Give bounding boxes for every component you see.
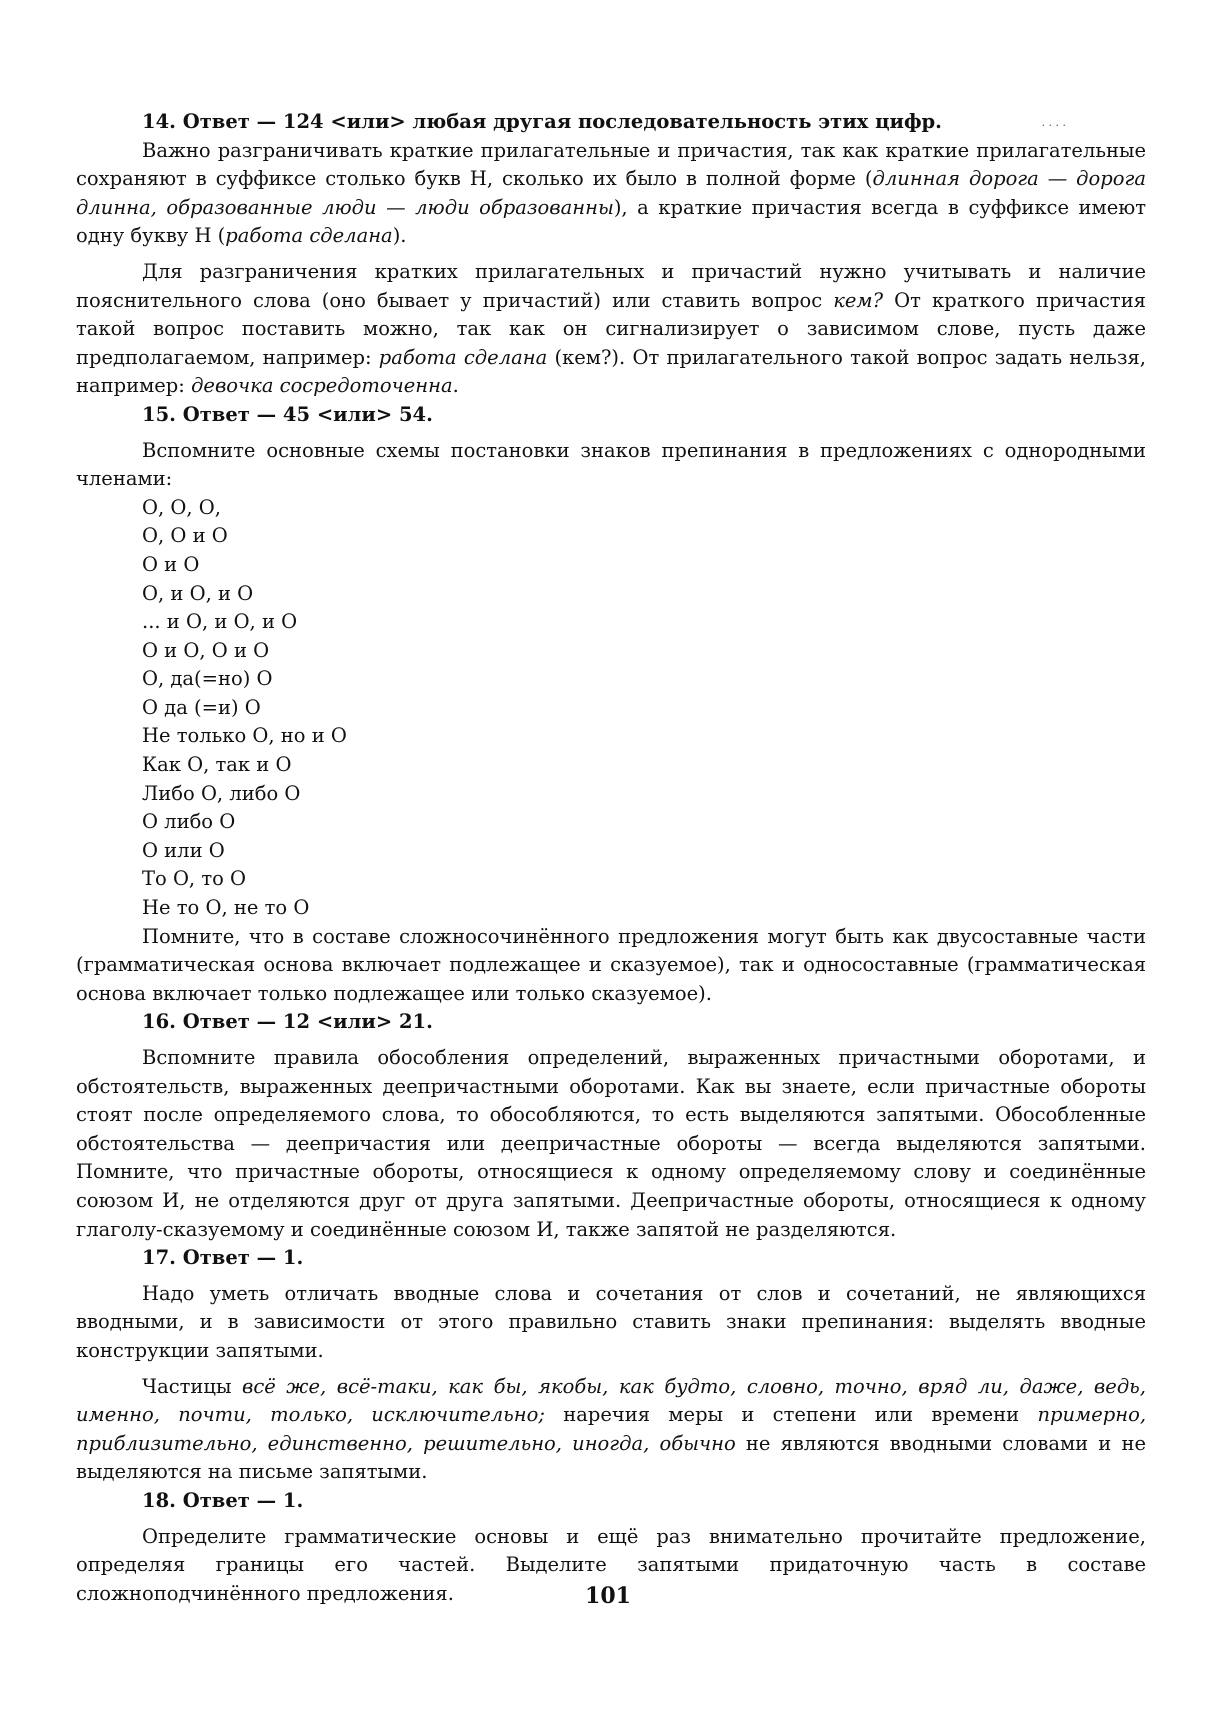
- scheme-item: ... и О, и О, и О: [142, 610, 298, 634]
- italic-example-text: девочка сосредоточенна: [191, 374, 453, 398]
- scheme-item: Либо О, либо О: [142, 781, 301, 805]
- answer-14-paragraph-2: [76, 258, 1146, 401]
- answer-18-heading: 18. Ответ — 1.: [142, 1488, 304, 1512]
- italic-example-text: работа сделана: [225, 224, 393, 248]
- answer-14-heading: 14. Ответ — 124 <или> любая другая последовательность этих цифр.: [142, 110, 942, 133]
- text-run: ), а краткие причастия всегда в суффиксе имеют одну букву Н (: [76, 195, 1146, 248]
- scheme-item: О либо О: [142, 810, 236, 834]
- text-run: От краткого причастия такой вопрос поставить можно, так как он сигнализирует о зависимом слове, пусть даже предполагаемом, например:: [76, 288, 1146, 369]
- scheme-item: Как О, так и О: [142, 753, 292, 777]
- italic-example-text: примерно, приблизительно, единственно, решительно, иногда, обычно: [76, 1403, 1147, 1455]
- page-number: 101: [585, 1583, 631, 1609]
- answer-17-paragraph-1: Надо уметь отличать вводные слова и сочетания от слов и сочетаний, не являющихся вводными, и в зависимости от этого правильно ставить знаки препинания: выделять вводные конструкции запятыми.: [76, 1281, 1146, 1362]
- answer-15-note: Помните, что в составе сложносочинённого предложения могут быть как двусоставные части (грамматическая основа включает подлежащее и сказуемое), так и односоставные (грамматическая основа включает только подлежащее или только сказуемое).: [76, 924, 1146, 1005]
- answer-17-heading: 17. Ответ — 1.: [142, 1246, 304, 1270]
- text-run: (кем?). От прилагательного такой вопрос задать нельзя, например:: [76, 345, 1146, 398]
- scheme-item: О, О и О: [142, 524, 228, 548]
- scheme-item: О или О: [142, 838, 225, 862]
- italic-example-text: длинная дорога — дорога длинна, образованные люди — люди образованны: [76, 167, 1146, 219]
- answer-15-intro: Вспомните основные схемы постановки знаков препинания в предложениях с однородными членами:: [76, 438, 1146, 491]
- answer-15-heading: 15. Ответ — 45 <или> 54.: [142, 402, 433, 426]
- text-run: не являются вводными словами и не выделяются на письме запятыми.: [76, 1431, 1146, 1484]
- answer-14-paragraph-1: [76, 137, 1146, 251]
- scheme-item: О, и О, и О: [142, 581, 254, 605]
- text-run: Для разграничения кратких прилагательных и причастий нужно учитывать и наличие пояснительного слова (оно бывает у причастий) или ставить вопрос: [76, 259, 1146, 312]
- answer-16-paragraph: Вспомните правила обособления определений, выраженных причастными оборотами, и обстоятельств, выраженных деепричастными оборотами. Как вы знаете, если причастные обороты стоят после определяемого слова, то обособляются, то есть выделяются запятыми. Обособленные обстоятельства — деепричастия или деепричастные обороты — всегда выделяются запятыми. Помните, что причастные обороты, относящиеся к одному определяемому слову и соединённые союзом И, не отделяются друг от друга запятыми. Деепричастные обороты, относящиеся к одному глаголу-сказуемому и соединённые союзом И, также запятой не разделяются.: [76, 1046, 1146, 1241]
- answer-18-paragraph: Определите грамматические основы и ещё раз внимательно прочитайте предложение, определяя границы его частей. Выделите запятыми придаточную часть в составе сложноподчинённого предложения.: [76, 1524, 1146, 1605]
- scheme-item: Не то О, не то О: [142, 896, 310, 920]
- italic-example-text: работа сделана: [378, 345, 548, 369]
- scheme-item: То О, то О: [142, 867, 247, 891]
- scheme-item: О, О, О,: [142, 495, 221, 519]
- text-run: Частицы: [142, 1374, 242, 1398]
- italic-example-text: кем?: [833, 288, 884, 312]
- punctuation-scheme-list: [76, 494, 1146, 923]
- text-run: ).: [392, 224, 407, 248]
- scheme-item: О да (=и) О: [142, 695, 261, 719]
- scheme-item: Не только О, но и О: [142, 724, 347, 748]
- scheme-item: О и О: [142, 552, 200, 576]
- scheme-item: О и О, О и О: [142, 638, 270, 662]
- answer-17-paragraph-2: [76, 1373, 1146, 1487]
- text-run: .: [452, 374, 459, 398]
- scan-artifact: · · · ·: [1041, 119, 1066, 132]
- scheme-item: О, да(=но) О: [142, 667, 273, 691]
- italic-example-text: всё же, всё-таки, как бы, якобы, как будто, словно, точно, вряд ли, даже, ведь, именно, почти, только, исключительно;: [76, 1374, 1146, 1427]
- answer-16-heading: 16. Ответ — 12 <или> 21.: [142, 1010, 433, 1034]
- text-run: Важно разграничивать краткие прилагательные и причастия, так как краткие прилагательные сохраняют в суффиксе столько букв Н, сколько их было в полной форме (: [76, 138, 1146, 191]
- text-run: наречия меры и степени или времени: [544, 1403, 1038, 1427]
